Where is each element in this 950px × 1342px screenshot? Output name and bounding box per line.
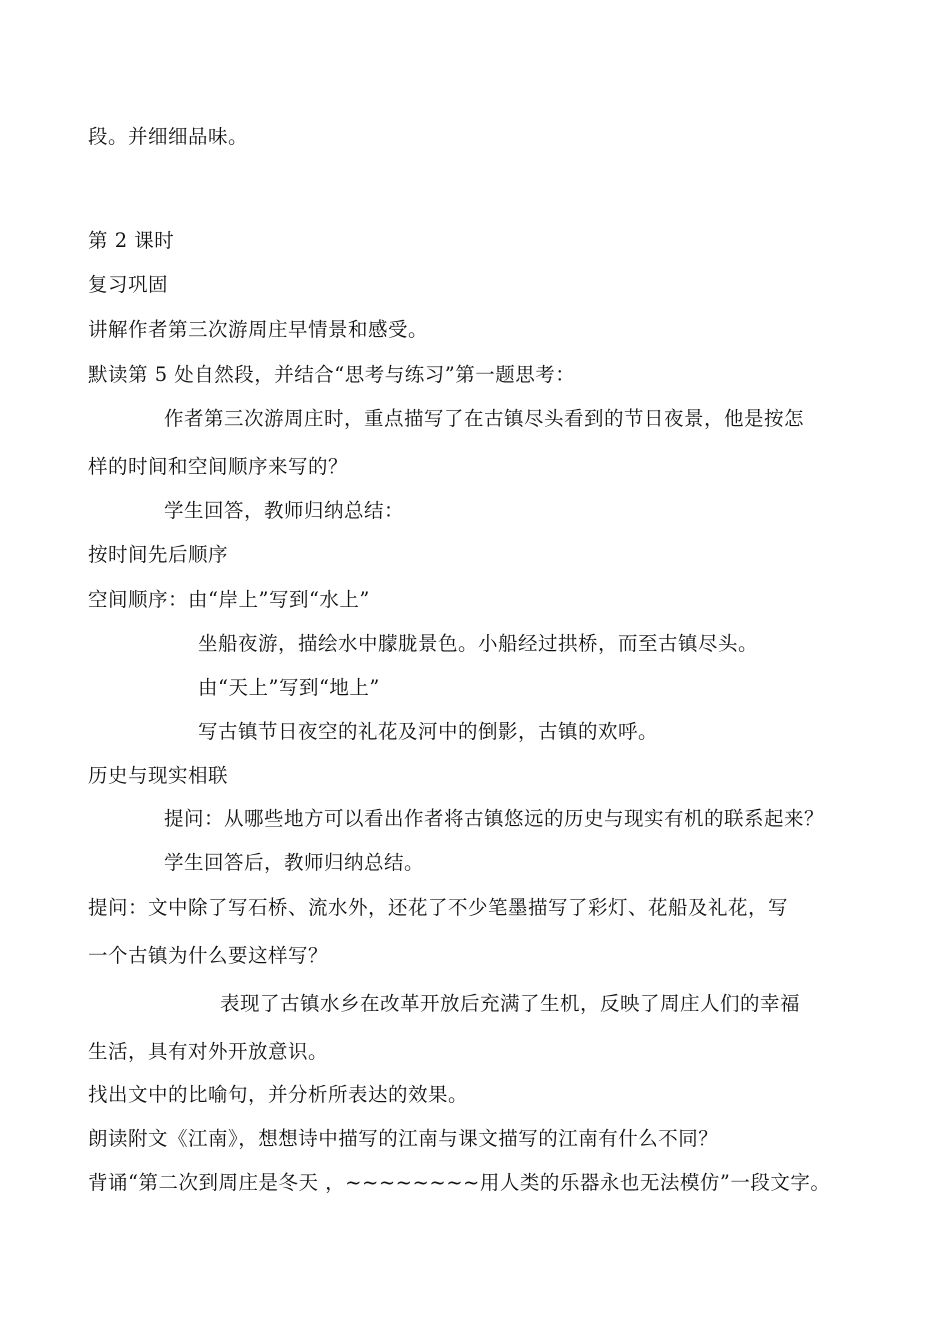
text-line: 生活，具有对外开放意识。 (88, 1040, 329, 1063)
text-line: 表现了古镇水乡在改革开放后充满了生机，反映了周庄人们的幸福 (220, 992, 801, 1015)
text-line: 由“天上”写到“地上” (198, 676, 380, 699)
text-line: 空间顺序：由“岸上”写到“水上” (88, 588, 370, 611)
text-line: 作者第三次游周庄时，重点描写了在古镇尽头看到的节日夜景，他是按怎 (164, 407, 805, 430)
text-line: 朗读附文《江南》，想想诗中描写的江南与课文描写的江南有什么不同？ (88, 1127, 719, 1150)
text-line: 提问：文中除了写石桥、流水外，还花了不少笔墨描写了彩灯、花船及礼花，写 (88, 896, 789, 919)
text-line: 讲解作者第三次游周庄早情景和感受。 (88, 318, 429, 341)
text-line: 一个古镇为什么要这样写？ (88, 944, 329, 967)
text-line: 背诵“第二次到周庄是冬天 ，~~~~~~~~用人类的乐器永也无法模仿”一段文字。 (88, 1171, 831, 1194)
text-line: 写古镇节日夜空的礼花及河中的倒影，古镇的欢呼。 (198, 720, 659, 743)
text-line: 坐船夜游，描绘水中朦胧景色。小船经过拱桥，而至古镇尽头。 (198, 632, 759, 655)
text-line: 复习巩固 (88, 273, 169, 296)
text-line: 找出文中的比喻句，并分析所表达的效果。 (88, 1083, 469, 1106)
text-line: 历史与现实相联 (88, 764, 229, 787)
text-line: 学生回答后，教师归纳总结。 (164, 851, 425, 874)
text-line: 提问：从哪些地方可以看出作者将古镇悠远的历史与现实有机的联系起来？ (164, 807, 825, 830)
text-line: 段。并细细品味。 (88, 125, 249, 148)
text-line: 样的时间和空间顺序来写的？ (88, 455, 349, 478)
text-line: 默读第 5 处自然段，并结合“思考与练习”第一题思考： (88, 363, 576, 386)
section-heading: 第 2 课时 (88, 229, 175, 252)
text-line: 按时间先后顺序 (88, 543, 229, 566)
text-line: 学生回答，教师归纳总结： (164, 499, 405, 522)
